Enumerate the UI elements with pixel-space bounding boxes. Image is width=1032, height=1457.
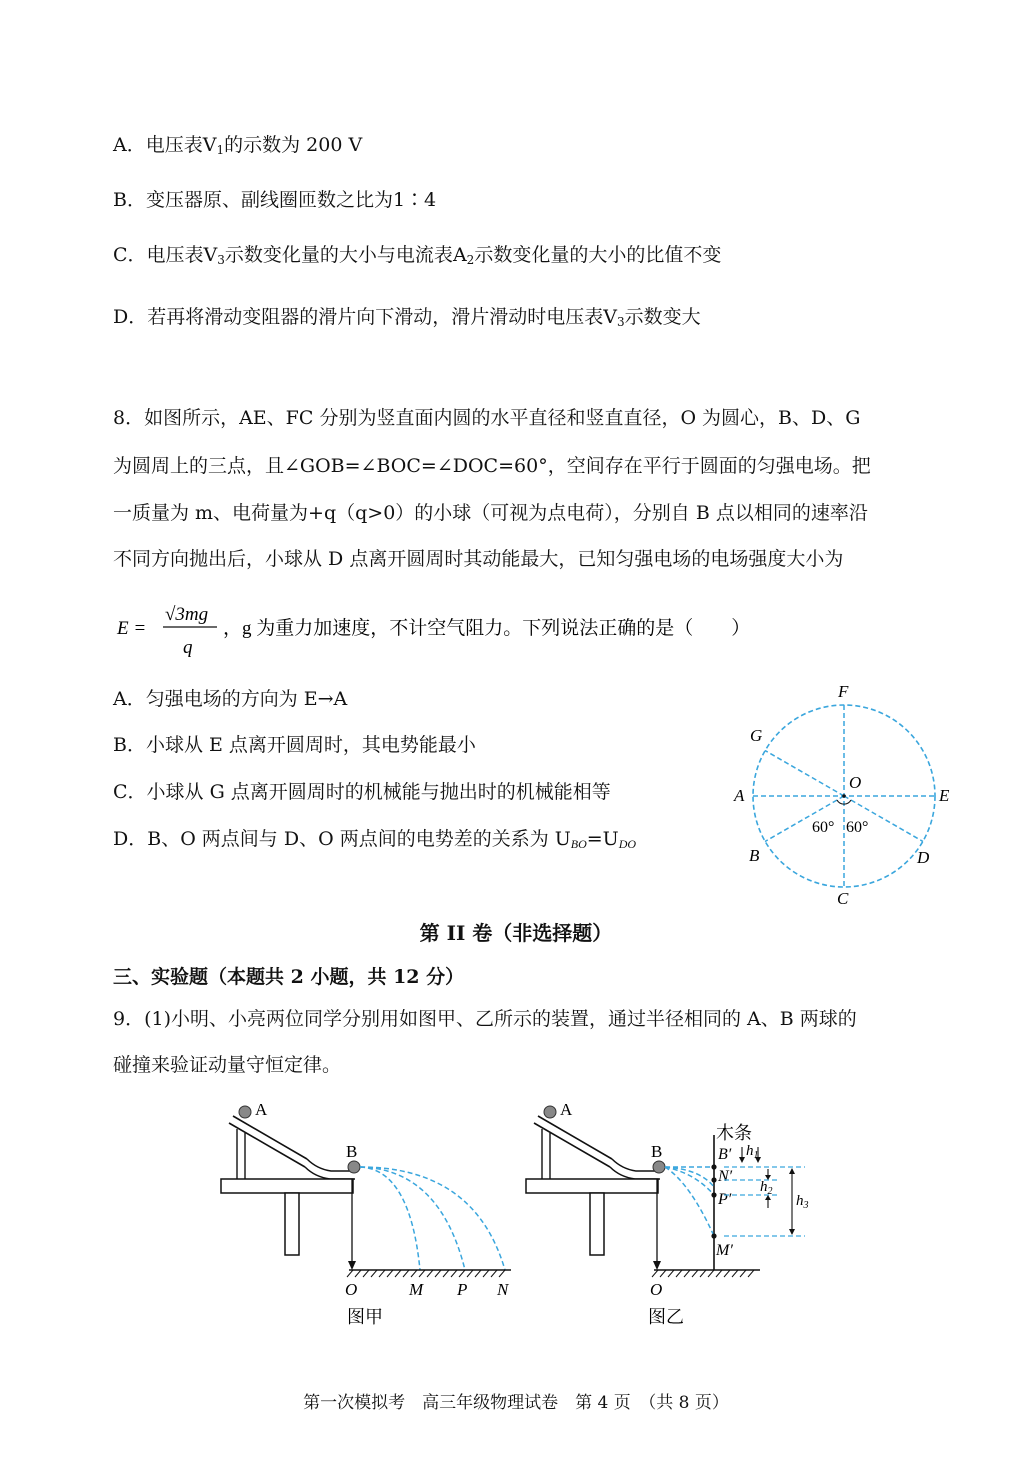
ball-a xyxy=(544,1106,556,1118)
section-heading: 三、实验题（本题共 2 小题，共 12 分） xyxy=(113,966,465,988)
plumb-arrow xyxy=(653,1261,661,1270)
label-B-prime: B′ xyxy=(718,1146,732,1163)
q8-option-d: D．B、O 两点间与 D、O 两点间的电势差的关系为 $U_{BO}=U_{DO}$ xyxy=(113,828,637,851)
label-O: O xyxy=(849,773,862,792)
plumb-arrow xyxy=(348,1261,356,1270)
board-label: 木条 xyxy=(716,1123,752,1143)
label-N-prime: N′ xyxy=(718,1168,733,1185)
label-M-prime: M′ xyxy=(716,1242,733,1259)
angle-label-right: 60° xyxy=(846,819,869,836)
circle-field-figure xyxy=(720,678,970,914)
field-strength-formula xyxy=(113,596,933,667)
ball-b xyxy=(348,1161,360,1173)
table-top xyxy=(221,1179,353,1193)
ramp-upper xyxy=(534,1123,610,1167)
ramp-lower xyxy=(233,1116,307,1159)
h3-arrowhead-top xyxy=(789,1168,795,1174)
label-M: M xyxy=(409,1280,424,1299)
q7-option-a: A．电压表$V_1$的示数为 200 V xyxy=(113,134,363,157)
table-top xyxy=(526,1179,658,1193)
formula-denominator: q xyxy=(183,637,193,658)
caption-yi: 图乙 xyxy=(648,1307,684,1327)
point-M-prime xyxy=(711,1233,716,1238)
label-P: P xyxy=(457,1280,468,1299)
table-leg xyxy=(285,1193,299,1255)
label-A: A xyxy=(255,1100,268,1119)
caption-jia: 图甲 xyxy=(347,1307,383,1327)
q7-option-b: B．变压器原、副线圈匝数之比为1∶4 xyxy=(113,189,437,211)
q7-option-c: C．电压表$V_3$示数变化量的大小与电流表$A_2$示数变化量的大小的比值不变 xyxy=(113,244,722,267)
label-P-prime: P′ xyxy=(718,1191,732,1208)
q7-option-d: D．若再将滑动变阻器的滑片向下滑动，滑片滑动时电压表$V_3$示数变大 xyxy=(113,306,701,329)
page-footer: 第一次模拟考 高三年级物理试卷 第 4 页 （共 8 页） xyxy=(303,1393,729,1413)
trajectory-P xyxy=(360,1167,465,1270)
label-B: B xyxy=(749,846,760,865)
h3-arrowhead-bottom xyxy=(789,1229,795,1235)
q9-stem-line-2: 碰撞来验证动量守恒定律。 xyxy=(113,1054,342,1076)
ball-b xyxy=(653,1161,665,1173)
label-A: A xyxy=(734,786,745,805)
ground-hatch xyxy=(347,1270,505,1277)
table-leg xyxy=(590,1193,604,1255)
ramp-lower xyxy=(538,1116,612,1159)
ball-a xyxy=(239,1106,251,1118)
q8-stem-line-3: 一质量为 m、电荷量为+q（q>0）的小球（可视为点电荷），分别自 B 点以相同的速率沿 xyxy=(113,502,868,524)
label-N: N xyxy=(497,1280,509,1299)
point-B-prime xyxy=(711,1164,716,1169)
point-P-prime xyxy=(711,1192,716,1197)
q8-option-b: B．小球从 E 点离开圆周时，其电势能最小 xyxy=(113,734,476,756)
angle-label-left: 60° xyxy=(812,819,835,836)
trajectory-N xyxy=(665,1167,714,1187)
ramp-upper xyxy=(229,1123,305,1167)
trajectory-M xyxy=(360,1167,420,1270)
label-D: D xyxy=(917,848,930,867)
label-O: O xyxy=(650,1280,663,1299)
label-E: E xyxy=(939,786,950,805)
trajectory-M xyxy=(665,1167,714,1236)
ramp-curve xyxy=(610,1167,660,1179)
label-h1: $h_1$ xyxy=(746,1143,759,1161)
q8-stem-line-2: 为圆周上的三点，且∠GOB=∠BOC=∠DOC=60°，空间存在平行于圆面的匀强电场。把 xyxy=(113,455,871,477)
label-O: O xyxy=(345,1280,358,1299)
q8-stem-line-4: 不同方向抛出后，小球从 D 点离开圆周时其动能最大，已知匀强电场的电场强度大小为 xyxy=(113,548,844,570)
q8-option-c: C．小球从 G 点离开圆周时的机械能与抛出时的机械能相等 xyxy=(113,781,611,803)
ramp-curve xyxy=(305,1167,355,1179)
ground-hatch xyxy=(652,1270,754,1277)
label-C: C xyxy=(837,889,849,908)
figure-jia xyxy=(215,1095,525,1335)
radius-OG xyxy=(765,751,844,797)
center-point xyxy=(842,794,846,798)
point-N-prime xyxy=(711,1177,716,1182)
figure-yi xyxy=(520,1095,820,1335)
formula-lhs: E = xyxy=(117,618,147,639)
formula-rest: ，g 为重力加速度，不计空气阻力。下列说法正确的是（ ） xyxy=(223,618,751,639)
formula-numerator: √3mg xyxy=(165,604,209,625)
label-h3: $h_3$ xyxy=(796,1193,809,1211)
label-B: B xyxy=(346,1142,358,1161)
h1-arrowhead xyxy=(739,1157,745,1163)
label-A: A xyxy=(560,1100,573,1119)
label-F: F xyxy=(838,682,849,701)
trajectory-N xyxy=(360,1167,505,1270)
section-title: 第 II 卷（非选择题） xyxy=(419,921,613,945)
q9-stem-line-1: 9．(1)小明、小亮两位同学分别用如图甲、乙所示的装置，通过半径相同的 A、B 两球的 xyxy=(113,1008,857,1030)
q8-stem-line-1: 8．如图所示，AE、FC 分别为竖直面内圆的水平直径和竖直直径，O 为圆心，B、D、G xyxy=(113,407,861,429)
q8-option-a: A．匀强电场的方向为 E→A xyxy=(113,688,348,710)
label-h2: $h_2$ xyxy=(760,1179,773,1197)
label-B: B xyxy=(651,1142,663,1161)
label-G: G xyxy=(750,726,763,745)
formula-svg xyxy=(113,596,933,662)
